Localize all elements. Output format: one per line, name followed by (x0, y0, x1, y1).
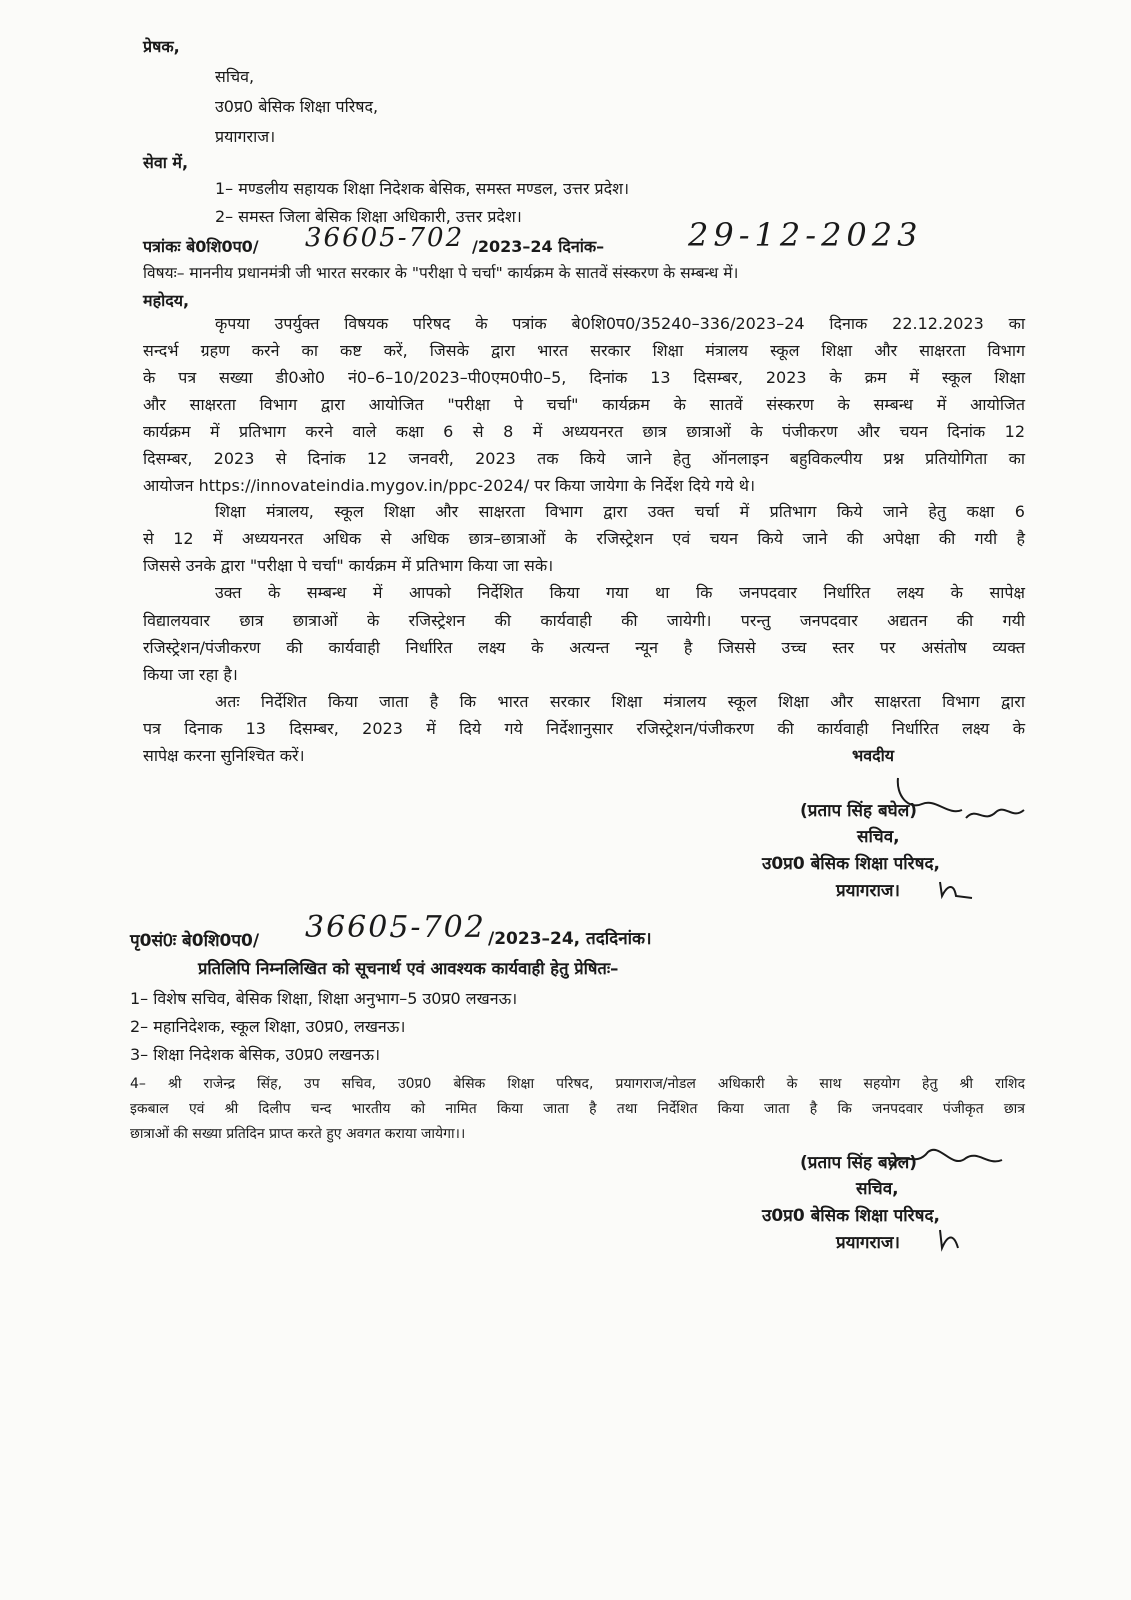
copy-item-3: 3– शिक्षा निदेशक बेसिक, उ0प्र0 लखनऊ। (130, 1045, 381, 1064)
signature2-name: (प्रताप सिंह बघेल) (800, 1153, 917, 1173)
ref-handwritten-date: 29-12-2023 (688, 216, 923, 254)
initial-scribble-1 (936, 876, 976, 902)
signature1-org: उ0प्र0 बेसिक शिक्षा परिषद, (762, 854, 940, 874)
sender-line1: सचिव, (215, 67, 255, 86)
copy-item-2: 2– महानिदेशक, स्कूल शिक्षा, उ0प्र0, लखनऊ। (130, 1017, 406, 1036)
body-p1-line1: कृपया उपर्युक्त विषयक परिषद के पत्रांक बे0शि0प0/35240–336/2023–24 दिनाक 22.12.2023 का (215, 314, 1025, 333)
body-p3-line4: किया जा रहा है। (143, 665, 238, 684)
closing: भवदीय (852, 746, 895, 765)
signature2-title: सचिव, (856, 1179, 899, 1199)
copy-item-1: 1– विशेष सचिव, बेसिक शिक्षा, शिक्षा अनुभाग–5 उ0प्र0 लखनऊ। (130, 989, 518, 1008)
body-p1-line5: कार्यक्रम में प्रतिभाग करने वाले कक्षा 6 से 8 में अध्ययनरत छात्र छात्राओं के पंजीकरण और चयन दिनांक 12 (143, 422, 1025, 441)
sender-line3: प्रयागराज। (215, 127, 276, 146)
body-p4-line1: अतः निर्देशित किया जाता है कि भारत सरकार शिक्षा मंत्रालय स्कूल शिक्षा और साक्षरता विभाग द्वारा (215, 692, 1025, 711)
sender-line2: उ0प्र0 बेसिक शिक्षा परिषद, (215, 97, 379, 116)
body-p3-line3: रजिस्ट्रेशन/पंजीकरण की कार्यवाही निर्धारित लक्ष्य के अत्यन्त न्यून है जिससे उच्च स्तर पर असंतोष व्यक्त (143, 638, 1025, 657)
recipients-label: सेवा में, (143, 153, 189, 172)
body-p2-line1: शिक्षा मंत्रालय, स्कूल शिक्षा और साक्षरता विभाग द्वारा उक्त चर्चा में प्रतिभाग किये जाने हेतु कक्षा 6 (215, 502, 1025, 521)
ref-suffix: /2023–24 दिनांक– (472, 237, 605, 256)
body-p1-line2: सन्दर्भ ग्रहण करने का कष्ट करें, जिसके द्वारा भारत सरकार शिक्षा मंत्रालय स्कूल शिक्षा और साक्षरता विभाग (143, 341, 1025, 360)
body-p3-line2: विद्यालयवार छात्र छात्राओं के रजिस्ट्रेशन की कार्यवाही की जायेगी। परन्तु जनपदवार अद्यतन की गयी (143, 611, 1025, 630)
signature1-title: सचिव, (857, 827, 900, 847)
copy-ref-suffix: /2023–24, तददिनांक। (488, 929, 652, 949)
copy-ref-handwritten-number: 36605-702 (305, 910, 486, 945)
copy-ref-prefix: पृ0सं0ः बे0शि0प0/ (130, 931, 260, 951)
body-p2-line3: जिससे उनके द्वारा "परीक्षा पे चर्चा" कार्यक्रम में प्रतिभाग किया जा सके। (143, 556, 554, 575)
body-p3-line1: उक्त के सम्बन्ध में आपको निर्देशित किया गया था कि जनपदवार निर्धारित लक्ष्य के सापेक्ष (215, 583, 1025, 602)
body-p4-line2: पत्र दिनाक 13 दिसम्बर, 2023 में दिये गये निर्देशानुसार रजिस्ट्रेशन/पंजीकरण की कार्यवाही निर्धारित लक्ष्य के (143, 719, 1025, 738)
body-p1-line6: दिसम्बर, 2023 से दिनांक 12 जनवरी, 2023 तक किये जाने हेतु ऑनलाइन बहुविकल्पीय प्रश्न प्रतियोगिता का (143, 449, 1025, 468)
copy-item-4-line1: 4– श्री राजेन्द्र सिंह, उप सचिव, उ0प्र0 बेसिक शिक्षा परिषद, प्रयागराज/नोडल अधिकारी के साथ सहयोग हेतु श्री राशिद (130, 1076, 1025, 1092)
recipient-item-2: 2– समस्त जिला बेसिक शिक्षा अधिकारी, उत्तर प्रदेश। (215, 207, 522, 226)
ref-handwritten-number: 36605-702 (305, 223, 465, 253)
signature2-org: उ0प्र0 बेसिक शिक्षा परिषद, (762, 1206, 940, 1226)
sender-label: प्रेषक, (143, 37, 180, 56)
body-p1-line3: के पत्र सख्या डी0ओ0 नं0–6–10/2023–पी0एम0पी0–5, दिनांक 13 दिसम्बर, 2023 के क्रम में स्कूल शिक्षा (143, 368, 1025, 387)
copy-item-4-line3: छात्राओं की सख्या प्रतिदिन प्राप्त करते हुए अवगत कराया जायेगा।। (130, 1126, 466, 1142)
copy-item-4-line2: इकबाल एवं श्री दिलीप चन्द भारतीय को नामित किया जाता है तथा निर्देशित किया जाता है कि जनपदवार पंजीकृत छात्र (130, 1101, 1025, 1117)
copy-intro: प्रतिलिपि निम्नलिखित को सूचनार्थ एवं आवश्यक कार्यवाही हेतु प्रेषितः– (198, 959, 619, 978)
initial-scribble-2 (936, 1226, 970, 1252)
body-p1-line7: आयोजन https://innovateindia.mygov.in/ppc-2024/ पर किया जायेगा के निर्देश दिये गये थे। (143, 476, 756, 495)
recipient-item-1: 1– मण्डलीय सहायक शिक्षा निदेशक बेसिक, समस्त मण्डल, उत्तर प्रदेश। (215, 179, 630, 198)
signature2-place: प्रयागराज। (836, 1233, 900, 1253)
body-p2-line2: से 12 में अध्ययनरत अधिक से अधिक छात्र–छात्राओं के रजिस्ट्रेशन एवं चयन किये जाने की अपेक्षा की गयी है (143, 529, 1025, 548)
signature1-name: (प्रताप सिंह बघेल) (800, 801, 917, 821)
subject-line: विषयः– माननीय प्रधानमंत्री जी भारत सरकार के "परीक्षा पे चर्चा" कार्यक्रम के सातवें संस्करण के सम्बन्ध में। (143, 264, 739, 282)
signature1-place: प्रयागराज। (836, 881, 900, 901)
body-p4-line3: सापेक्ष करना सुनिश्चित करें। (143, 746, 305, 765)
salutation: महोदय, (143, 291, 190, 310)
ref-prefix: पत्रांकः बे0शि0प0/ (143, 237, 259, 256)
body-p1-line4: और साक्षरता विभाग द्वारा आयोजित "परीक्षा पे चर्चा" कार्यक्रम के सातवें संस्करण के सम्बन्ध में आयोजित (143, 395, 1025, 414)
